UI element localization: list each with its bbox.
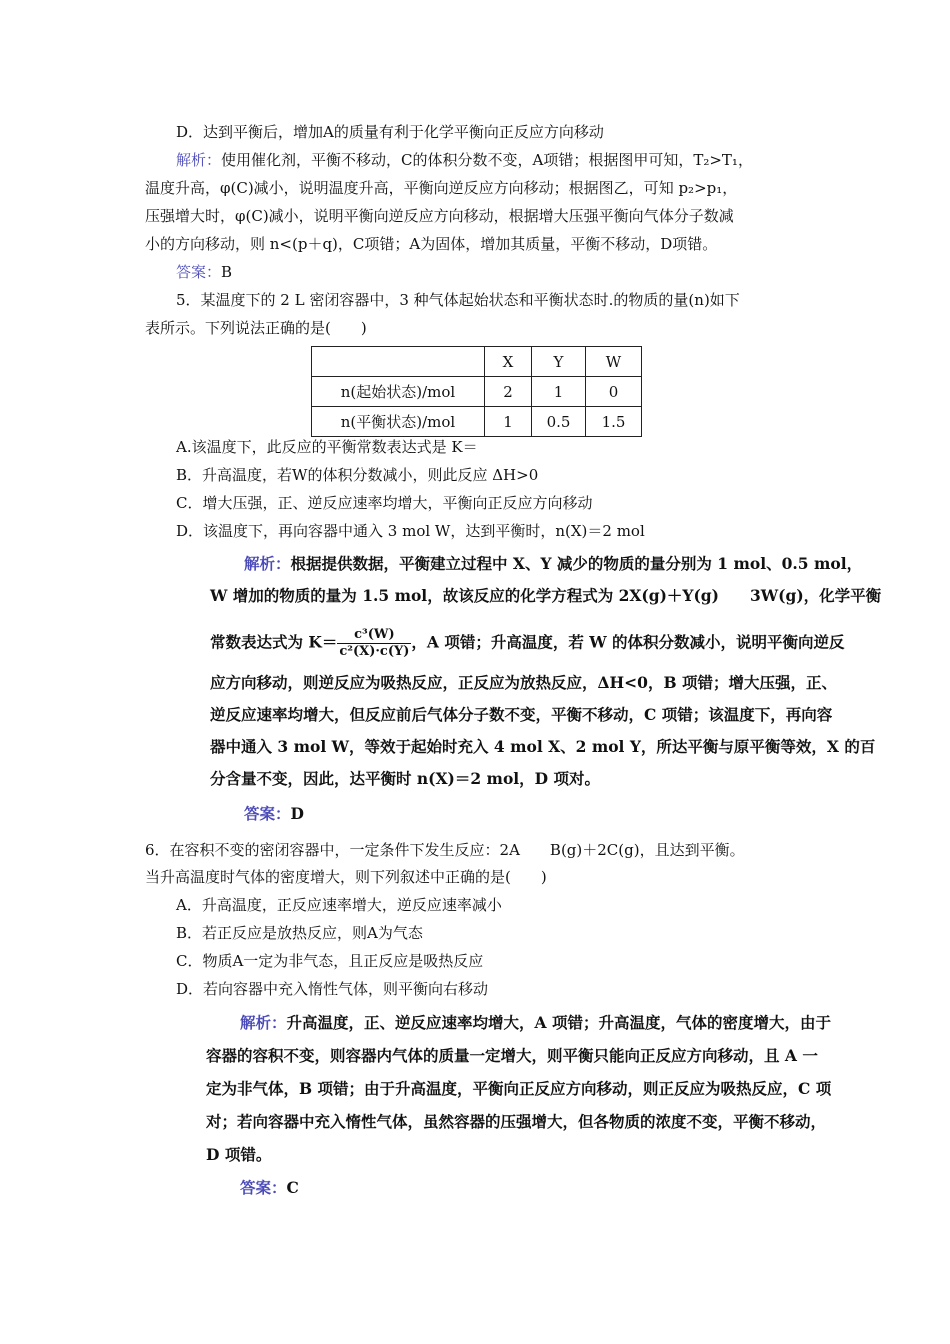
q5-analysis-text-1: 根据提供数据，平衡建立过程中 X、Y 减少的物质的量分别为 1 mol、0.5 mol， bbox=[290, 554, 863, 573]
analysis-label: 解析： bbox=[240, 1013, 287, 1032]
answer-value: C bbox=[286, 1178, 299, 1197]
table-header-cell: Y bbox=[532, 347, 586, 377]
table-cell: n(起始状态)/mol bbox=[312, 377, 485, 407]
table-cell: n(平衡状态)/mol bbox=[312, 407, 485, 437]
answer-label: 答案： bbox=[240, 1178, 287, 1197]
q6-option-d: D．若向容器中充入惰性气体，则平衡向右移动 bbox=[176, 980, 489, 998]
table-row bbox=[312, 407, 642, 437]
fraction-numerator: c³(W) bbox=[337, 627, 411, 644]
equilibrium-constant-fraction bbox=[337, 627, 411, 660]
q4-analysis-line-1 bbox=[176, 150, 753, 170]
answer-value: B bbox=[221, 263, 233, 281]
q5-analysis-line-1 bbox=[244, 554, 862, 574]
q6-answer bbox=[240, 1178, 299, 1198]
table-cell: 0 bbox=[586, 377, 642, 407]
q5-answer bbox=[244, 804, 304, 824]
fraction-denominator: c²(X)·c(Y) bbox=[339, 644, 410, 659]
table-cell: 0.5 bbox=[532, 407, 586, 437]
q6-analysis-line-5: D 项错。 bbox=[206, 1145, 272, 1164]
q5-analysis-line-2: W 增加的物质的量为 1.5 mol，故该反应的化学方程式为 2X(g)＋Y(g) 3W(g)，化学平衡 bbox=[210, 586, 882, 605]
q6-stem-line-2: 当升高温度时气体的密度增大，则下列叙述中正确的是( ) bbox=[145, 868, 547, 886]
table-row bbox=[312, 377, 642, 407]
q6-analysis-line-3: 定为非气体，B 项错；由于升高温度，平衡向正反应方向移动，则正反应为吸热反应，C 项 bbox=[206, 1079, 832, 1098]
q5-option-d: D．该温度下，再向容器中通入 3 mol W，达到平衡时，n(X)＝2 mol bbox=[176, 522, 645, 540]
q4-analysis-line-2: 温度升高，φ(C)减小，说明温度升高，平衡向逆反应方向移动；根据图乙，可知 p₂>p₁， bbox=[145, 179, 738, 197]
answer-value: D bbox=[290, 804, 304, 823]
q5-data-table bbox=[311, 346, 642, 437]
q6-analysis-line-2: 容器的容积不变，则容器内气体的质量一定增大，则平衡只能向正反应方向移动，且 A 一 bbox=[206, 1046, 818, 1065]
q5-option-c: C．增大压强，正、逆反应速率均增大，平衡向正反应方向移动 bbox=[176, 494, 593, 512]
table-header-cell: W bbox=[586, 347, 642, 377]
q5-analysis-line-6: 器中通入 3 mol W，等效于起始时充入 4 mol X、2 mol Y，所达平衡与原平衡等效，X 的百 bbox=[210, 737, 876, 756]
q4-analysis-line-4: 小的方向移动，则 n<(p＋q)，C项错；A为固体，增加其质量，平衡不移动，D项错。 bbox=[145, 235, 718, 253]
q5-option-a: A.该温度下，此反应的平衡常数表达式是 K＝ bbox=[176, 438, 478, 456]
q4-analysis-text-1: 使用催化剂，平衡不移动，C的体积分数不变，A项错；根据图甲可知， bbox=[221, 151, 694, 169]
table-cell: 2 bbox=[485, 377, 532, 407]
analysis-label: 解析： bbox=[244, 554, 291, 573]
q5-stem-line-1: 5．某温度下的 2 L 密闭容器中，3 种气体起始状态和平衡状态时.的物质的量(n)如下 bbox=[176, 291, 740, 309]
q6-option-b: B．若正反应是放热反应，则A为气态 bbox=[176, 924, 423, 942]
q6-analysis-text-1: 升高温度，正、逆反应速率均增大，A 项错；升高温度，气体的密度增大，由于 bbox=[286, 1013, 831, 1032]
answer-label: 答案： bbox=[244, 804, 291, 823]
table-header-row bbox=[312, 347, 642, 377]
q5-analysis-line-5: 逆反应速率均增大，但反应前后气体分子数不变，平衡不移动，C 项错；该温度下，再向容 bbox=[210, 705, 833, 724]
q5-analysis-line-7: 分含量不变，因此，达平衡时 n(X)＝2 mol，D 项对。 bbox=[210, 769, 601, 788]
q4-analysis-line-3: 压强增大时，φ(C)减小，说明平衡向逆反应方向移动，根据增大压强平衡向气体分子数减 bbox=[145, 207, 734, 225]
q6-option-c: C．物质A一定为非气态，且正反应是吸热反应 bbox=[176, 952, 484, 970]
q6-option-a: A．升高温度，正反应速率增大，逆反应速率减小 bbox=[176, 896, 502, 914]
q5-analysis-text-3-pre: 常数表达式为 K＝ bbox=[210, 632, 338, 652]
answer-label: 答案： bbox=[176, 263, 222, 281]
q6-stem-line-1: 6．在容积不变的密闭容器中，一定条件下发生反应：2A B(g)＋2C(g)，且达到平衡。 bbox=[145, 841, 745, 859]
q6-analysis-line-1 bbox=[240, 1013, 831, 1033]
q6-analysis-line-4: 对；若向容器中充入惰性气体，虽然容器的压强增大，但各物质的浓度不变，平衡不移动， bbox=[206, 1112, 827, 1131]
q5-option-b: B．升高温度，若W的体积分数减小，则此反应 ΔH>0 bbox=[176, 466, 539, 484]
q5-analysis-text-3-post: ，A 项错；升高温度，若 W 的体积分数减小，说明平衡向逆反 bbox=[411, 632, 845, 652]
q4-answer bbox=[176, 262, 232, 282]
q5-analysis-line-4: 应方向移动，则逆反应为吸热反应，正反应为放热反应，ΔH<0，B 项错；增大压强，正、 bbox=[210, 673, 837, 692]
table-cell: 1 bbox=[532, 377, 586, 407]
table-header-cell: X bbox=[485, 347, 532, 377]
table-cell: 1 bbox=[485, 407, 532, 437]
table-cell: 1.5 bbox=[586, 407, 642, 437]
q5-analysis-line-3 bbox=[210, 627, 845, 660]
q5-stem-line-2: 表所示。下列说法正确的是( ) bbox=[145, 319, 367, 337]
q4-analysis-text-1-tail: T₂>T₁， bbox=[693, 151, 753, 169]
analysis-label: 解析： bbox=[176, 151, 222, 169]
table-header-cell bbox=[312, 347, 485, 377]
q4-option-d: D．达到平衡后，增加A的质量有利于化学平衡向正反应方向移动 bbox=[176, 123, 604, 141]
